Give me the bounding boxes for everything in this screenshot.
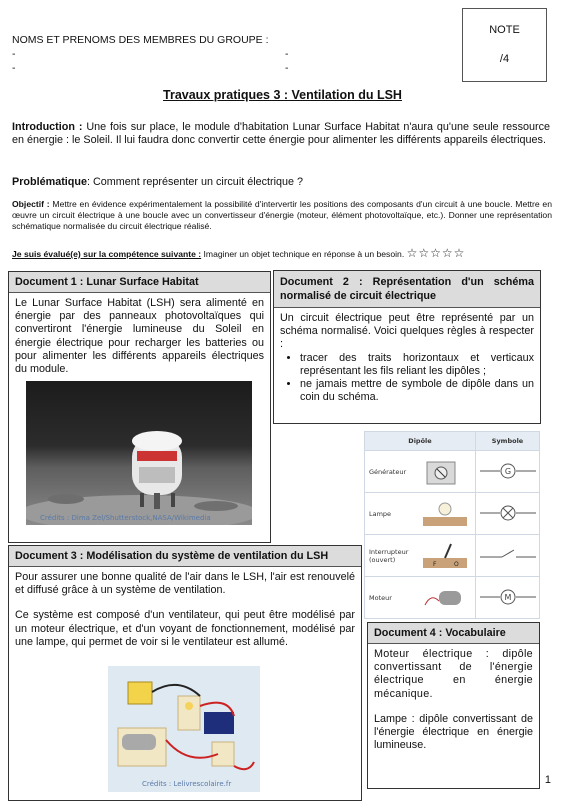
- problematique: [12, 176, 550, 189]
- rules-list: [280, 352, 534, 405]
- document-4-body: [368, 644, 539, 756]
- competence-label: Je suis évalué(e) sur la compétence suivante :: [12, 249, 202, 259]
- table-header-symbol: Symbole: [476, 432, 540, 451]
- dipole-name: Interrupteur (ouvert): [369, 547, 409, 564]
- document-4: [367, 622, 540, 789]
- table-row: [365, 451, 476, 493]
- dipole-name: Moteur: [369, 593, 392, 602]
- generator-photo-icon: [421, 457, 461, 487]
- introduction: [12, 121, 550, 147]
- table-row: [365, 535, 476, 577]
- document-1-title: Document 1 : Lunar Surface Habitat: [9, 272, 270, 293]
- document-2: [273, 270, 541, 424]
- list-item: • ne jamais mettre de symbole de dipôle dans un coin du schéma.: [300, 378, 534, 404]
- circuit-photo: [108, 666, 260, 792]
- dash-line: -: [12, 48, 16, 60]
- generator-symbol-icon: [478, 461, 538, 481]
- document-3-title: Document 3 : Modélisation du système de ventilation du LSH: [9, 546, 361, 567]
- dash-line: -: [12, 62, 16, 74]
- document-2-body: [274, 308, 540, 408]
- objectif-text: Mettre en évidence expérimentalement la possibilité d'intervertir les positions des composants d'un circuit à une boucle. Mettre en œuvre un circuit électrique à une boucle avec un convertisseur d'énergie (moteur, élément photovoltaïque, etc.). Donner une représentation schématique normalisée du circuit électrique réalisé.: [12, 199, 552, 231]
- switch-label-o: O: [454, 560, 459, 568]
- table-row: [365, 493, 476, 535]
- symbol-letter: G: [504, 466, 511, 476]
- table-cell-symbol: [476, 535, 540, 577]
- table-header-dipole: Dipôle: [365, 432, 476, 451]
- note-box: [462, 8, 547, 82]
- rating-stars[interactable]: ☆☆☆☆☆: [406, 246, 466, 260]
- document-4-title: Document 4 : Vocabulaire: [368, 623, 539, 644]
- document-4-text-1: Moteur électrique : dipôle convertissant de l'énergie électrique en énergie mécanique.: [374, 648, 533, 700]
- document-2-text: Un circuit électrique peut être représenté par un schéma normalisé. Voici quelques règles à respecter :: [280, 312, 534, 351]
- motor-photo-icon: [421, 583, 469, 613]
- objectif: [12, 199, 552, 232]
- table-row: [365, 577, 476, 619]
- document-3-credit: Crédits : Lelivrescolaire.fr: [142, 780, 232, 788]
- motor-symbol-icon: [478, 587, 538, 607]
- competence: [12, 248, 552, 260]
- dipole-name: Générateur: [369, 467, 407, 476]
- document-1-credit: Crédits : Dima Zel/Shutterstock,NASA/Wikimedia: [40, 514, 211, 522]
- document-4-text-2: Lampe : dipôle convertissant de l'énergie électrique en énergie lumineuse.: [374, 712, 533, 752]
- lsh-photo: [26, 381, 252, 525]
- intro-label: Introduction :: [12, 121, 83, 133]
- problematique-text: : Comment représenter un circuit électrique ?: [87, 176, 304, 188]
- switch-photo-icon: [421, 540, 469, 572]
- dipole-name: Lampe: [369, 509, 392, 518]
- document-1-text: Le Lunar Surface Habitat (LSH) sera alimenté en énergie par des panneaux photovoltaïques qui convertiront l'énergie lumineuse du Soleil en énergie électrique pour recharger les batteries ou pour alimenter les différents appareils électriques du module.: [15, 297, 264, 376]
- dipole-symbol-table: [364, 431, 540, 619]
- symbol-letter: M: [504, 592, 511, 602]
- objectif-label: Objectif :: [12, 199, 50, 209]
- document-3-text-1: Pour assurer une bonne qualité de l'air dans le LSH, l'air est renouvelé et diffusé grâce à un système de ventilation.: [15, 571, 355, 597]
- document-3-body: [9, 567, 361, 653]
- switch-symbol-icon: [478, 545, 538, 565]
- lunar-habitat-illustration: [26, 381, 252, 525]
- intro-text: Une fois sur place, le module d'habitation Lunar Surface Habitat n'aura qu'une seule ressource en énergie : le Soleil. Il lui faudra donc convertir cette énergie pour alimenter les différents appareils électriques.: [12, 121, 550, 146]
- page-number: 1: [544, 774, 551, 786]
- table-cell-symbol: [476, 451, 540, 493]
- competence-text: Imaginer un objet technique en réponse à un besoin.: [201, 249, 405, 259]
- page-title: Travaux pratiques 3 : Ventilation du LSH: [163, 88, 402, 102]
- switch-label-f: F: [433, 560, 437, 568]
- lamp-symbol-icon: [478, 503, 538, 523]
- dash-line: -: [285, 48, 289, 60]
- list-item: • tracer des traits horizontaux et verticaux représentant les fils reliant les dipôles ;: [300, 352, 534, 378]
- note-score: /4: [499, 53, 510, 65]
- table-cell-symbol: [476, 493, 540, 535]
- document-2-title: Document 2 : Représentation d'un schéma normalisé de circuit électrique: [274, 271, 540, 308]
- note-label: NOTE: [489, 24, 520, 36]
- circuit-illustration: [108, 666, 260, 792]
- dash-line: -: [285, 62, 289, 74]
- group-members-label: NOMS ET PRENOMS DES MEMBRES DU GROUPE :: [12, 34, 269, 46]
- problematique-label: Problématique: [12, 176, 87, 188]
- document-3-text-2: Ce système est composé d'un ventilateur, qui peut être modélisé par un moteur électrique, et d'un voyant de fonctionnement, modélisé par une lampe, qui permet de voir si le ventilateur est allumé.: [15, 609, 355, 648]
- lamp-photo-icon: [421, 499, 469, 529]
- table-cell-symbol: [476, 577, 540, 619]
